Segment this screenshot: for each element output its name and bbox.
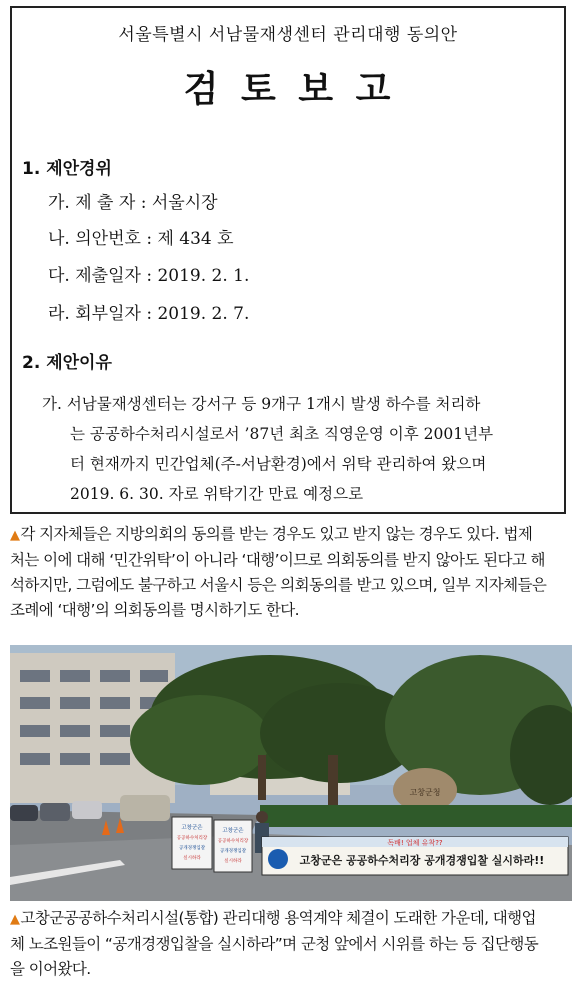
- caption-protest: [10, 906, 570, 982]
- field-label: 나. 의안번호 :: [48, 229, 158, 249]
- review-report-document: [10, 6, 566, 514]
- caption-line: 석하지만, 그럼에도 불구하고 서울시 등은 의회동의를 받고 있으며, 일부 지자체들은: [10, 576, 547, 594]
- field-label: 라. 회부일자 :: [48, 304, 158, 324]
- banner-main-text: 고창군은 공공하수처리장 공개경쟁입찰 실시하라!!: [299, 854, 545, 867]
- section-proposal-reason: 2. 제안이유: [22, 353, 112, 373]
- banner-top-text: 독배! 업체 유착??: [387, 839, 443, 847]
- field-value: 서울시장: [151, 193, 218, 213]
- reason-line: 는 공공하수처리시설로서 ’87년 최초 직영운영 이후 2001년부: [70, 425, 494, 443]
- field-label: 다. 제출일자 :: [48, 266, 158, 286]
- caption-council-consent: [10, 522, 570, 623]
- reason-line: 터 현재까지 민간업체(주-서남환경)에서 위탁 관리하여 왔으며: [70, 455, 487, 473]
- reason-line: 2019. 6. 30. 자로 위탁기간 만료 예정으로: [70, 485, 364, 503]
- field-value: 2019. 2. 7.: [157, 304, 250, 324]
- picket-text: 실시하라: [183, 856, 201, 861]
- picket-text: 공개경쟁입찰: [219, 849, 247, 854]
- field-submit-date: [48, 261, 249, 286]
- caption-line: 처는 이에 대해 ‘민간위탁’이 아니라 ‘대행’이므로 의회동의를 받지 않아도 된다고 해: [10, 551, 545, 569]
- field-value: 제 434 호: [157, 229, 234, 249]
- picket-text: 공개경쟁입찰: [178, 846, 206, 851]
- picket-text: 고창군은: [181, 825, 203, 831]
- protest-photo: [10, 645, 572, 901]
- picket-text: 공공하수처리장: [176, 836, 208, 841]
- triangle-marker-icon: ▲: [10, 912, 20, 927]
- proposal-reason-text: [42, 389, 552, 509]
- picket-text: 고창군은: [222, 828, 244, 834]
- field-bill-number: [48, 224, 234, 249]
- field-value: 2019. 2. 1.: [157, 266, 250, 286]
- protest-photo-illustration: [10, 645, 572, 901]
- picket-text: 실시하라: [224, 859, 242, 864]
- field-submitter: [48, 188, 218, 213]
- field-referral-date: [48, 299, 249, 324]
- field-label: 가. 제 출 자 :: [48, 193, 152, 213]
- caption-line: ▲각 지자체들은 지방의회의 동의를 받는 경우도 있고 받지 않는 경우도 있다. 법제: [10, 525, 533, 543]
- document-title: 검 토 보 고: [183, 68, 393, 110]
- county-office-sign: 고창군청: [409, 788, 441, 797]
- document-header: 서울특별시 서남물재생센터 관리대행 동의안: [118, 25, 458, 45]
- caption-line: 체 노조원들이 “공개경쟁입찰을 실시하라”며 군청 앞에서 시위를 하는 등 집단행동: [10, 935, 539, 953]
- reason-line: 가. 서남물재생센터는 강서구 등 9개구 1개시 발생 하수를 처리하: [42, 395, 481, 413]
- caption-line: ▲고창군공공하수처리시설(통합) 관리대행 용역계약 체결이 도래한 가운데, 대행업: [10, 909, 536, 927]
- section-proposal-background: 1. 제안경위: [22, 159, 112, 179]
- picket-text: 공공하수처리장: [217, 839, 249, 844]
- caption-line: 을 이어왔다.: [10, 960, 91, 978]
- caption-line: 조례에 ‘대행’의 의회동의를 명시하기도 한다.: [10, 601, 300, 619]
- triangle-marker-icon: ▲: [10, 528, 20, 543]
